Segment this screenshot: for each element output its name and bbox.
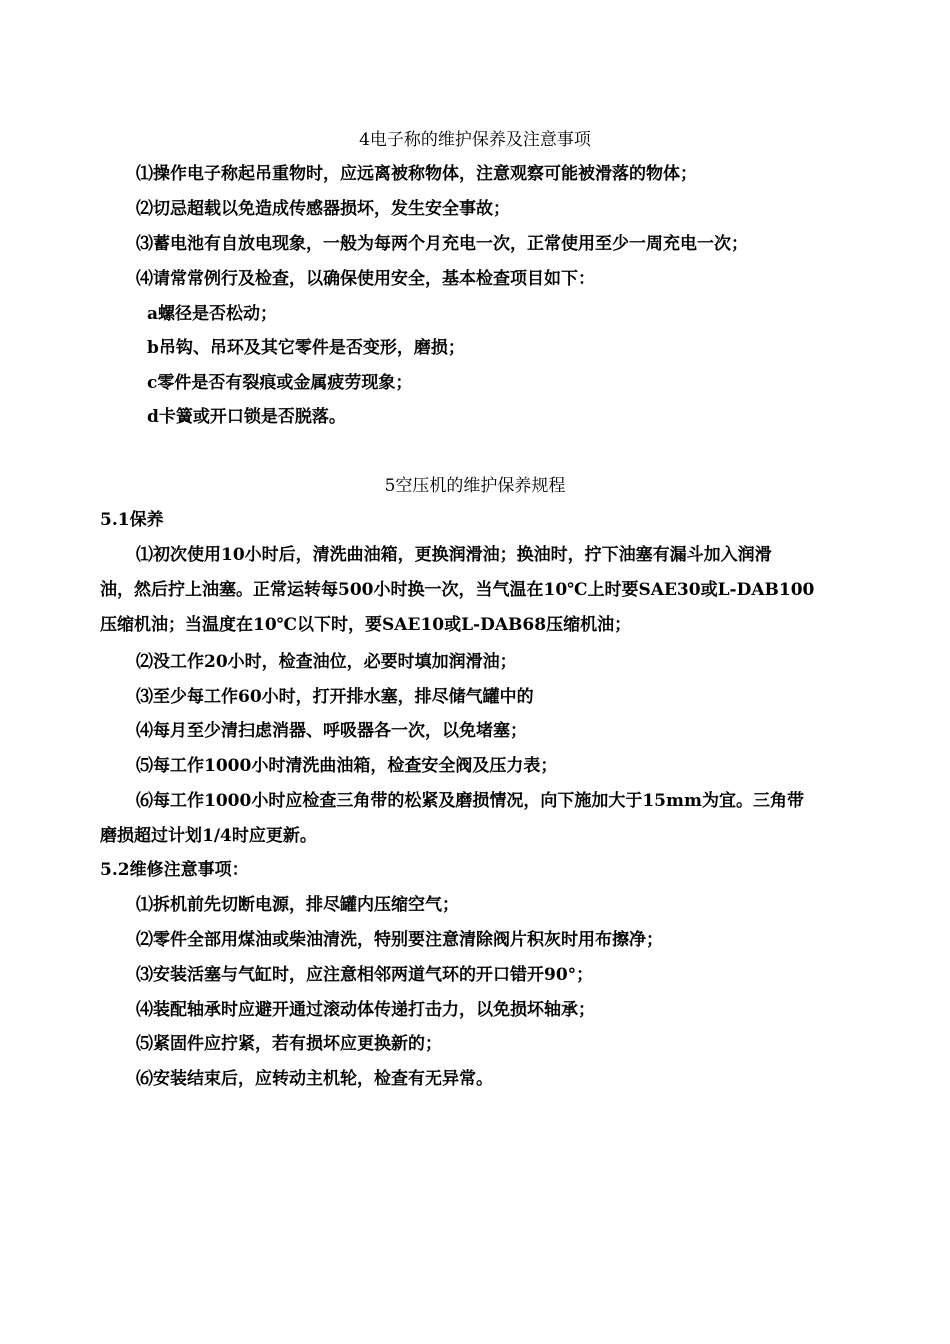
section-4-item-2: ⑵切忌超载以免造成传感器损坏，发生安全事故； [136,199,510,219]
section-4-subitem-d: d卡簧或开口锁是否脱落。 [147,407,346,427]
section-5-2-item-6: ⑹安装结束后，应转动主机轮，检查有无异常。 [136,1069,493,1089]
section-4-subitem-b: b吊钩、吊环及其它零件是否变形，磨损； [147,338,465,358]
section-5-1-item-4: ⑷每月至少清扫虑消器、呼吸器各一次，以免堵塞； [136,721,527,741]
section-4-item-1: ⑴操作电子称起吊重物时，应远离被称物体，注意观察可能被滑落的物体； [136,164,697,184]
section-5-title: 5空压机的维护保养规程 [384,476,566,496]
section-5-1-item-6-line-1: ⑹每工作1000小时应检查三角带的松紧及磨损情况，向下施加大于15mm为宜。三角带 [136,791,804,811]
section-5-2-item-5: ⑸紧固件应拧紧，若有损坏应更换新的； [136,1034,442,1054]
section-5-1-item-5: ⑸每工作1000小时清洗曲油箱，检查安全阀及压力表； [136,756,558,776]
section-5-1-item-3: ⑶至少每工作60小时，打开排水塞，排尽储气罐中的 [136,687,534,707]
section-4-subitem-c: c零件是否有裂痕或金属疲劳现象； [147,373,413,393]
section-5-2-item-4: ⑷装配轴承时应避开通过滚动体传递打击力，以免损坏轴承； [136,1000,595,1020]
section-4-item-4: ⑷请常常例行及检查，以确保使用安全，基本检查项目如下： [136,269,595,289]
section-4-title: 4电子称的维护保养及注意事项 [359,130,591,150]
section-5-1-item-1-line-3: 压缩机油；当温度在10℃以下时，要SAE10或L-DAB68压缩机油； [100,615,632,635]
section-4-subitem-a: a螺径是否松动； [147,304,278,324]
section-5-2-heading: 5.2维修注意事项： [100,860,249,880]
section-4-item-3: ⑶蓄电池有自放电现象，一般为每两个月充电一次，正常使用至少一周充电一次； [136,234,748,254]
section-5-2-item-3: ⑶安装活塞与气缸时，应注意相邻两道气环的开口错开90°； [136,965,594,985]
section-5-1-item-2: ⑵没工作20小时，检查油位，必要时填加润滑油； [136,652,517,672]
section-5-1-item-1-line-1: ⑴初次使用10小时后，清洗曲油箱，更换润滑油；换油时，拧下油塞有漏斗加入润滑 [136,545,772,565]
section-5-1-heading: 5.1保养 [100,510,164,530]
section-5-1-item-1-line-2: 油，然后拧上油塞。正常运转每500小时换一次，当气温在10℃上时要SAE30或L-DAB100 [100,580,815,600]
section-5-2-item-2: ⑵零件全部用煤油或柴油清洗，特别要注意清除阀片积灰时用布擦净； [136,930,663,950]
section-5-1-item-6-line-2: 磨损超过计划1/4时应更新。 [100,826,317,846]
section-5-2-item-1: ⑴拆机前先切断电源，排尽罐内压缩空气； [136,895,459,915]
